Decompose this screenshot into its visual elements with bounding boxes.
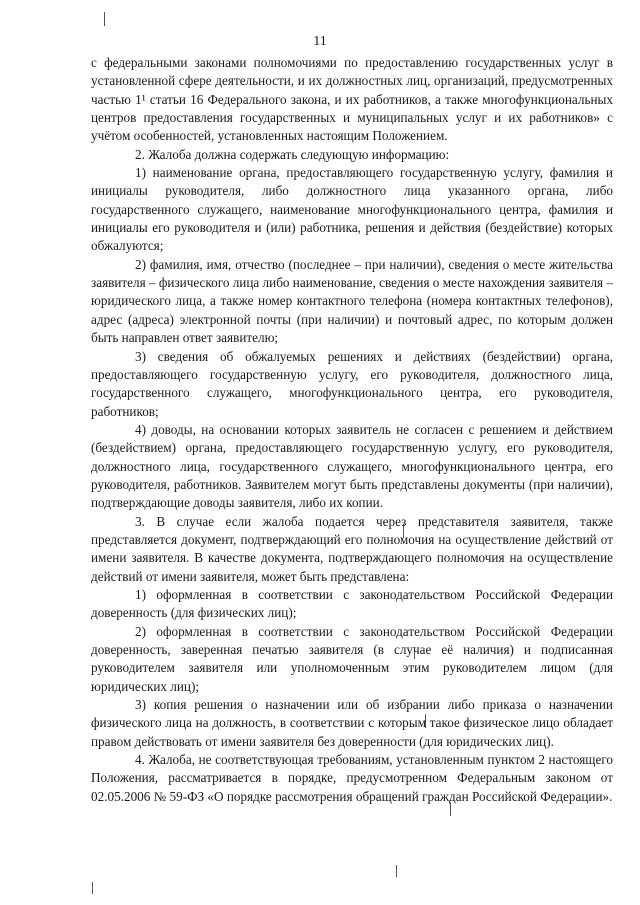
page-number: 11 bbox=[313, 34, 327, 49]
document-body bbox=[91, 54, 613, 806]
paragraph: 3. В случае если жалоба подается через представителя заявителя, также представляется документ, подтверждающий его полномочия на осуществление действий от имени заявителя. В качестве документа, подтверждающего полномочия на осуществление действий от имени заявителя, может быть представлена: bbox=[91, 513, 613, 584]
paragraph: с федеральными законами полномочиями по предоставлению государственных услуг в установленной сфере деятельности, и их должностных лиц, организаций, предусмотренных частью 1¹ статьи 16 Федерального закона, и их работников, а также многофункциональных центров предоставления государственных и муниципальных услуг и их работников» с учётом особенностей, установленных настоящим Положением. bbox=[91, 55, 613, 144]
paragraph: 2. Жалоба должна содержать следующую информацию: bbox=[135, 146, 450, 162]
paragraph: 4. Жалоба, не соответствующая требованиям, установленным пунктом 2 настоящего Положения, рассматривается в порядке, предусмотренном Федеральным законом от 02.05.2006 № 59-ФЗ «О порядке рассмотрения обращений граждан Российской Федерации». bbox=[91, 752, 613, 804]
paragraph: 3) сведения об обжалуемых решениях и действиях (бездействии) органа, предоставляющего государственную услугу, его руководителя, должностного лица, государственного служащего, многофункционального центра, его руководителя, работников; bbox=[91, 348, 613, 419]
paragraph: 2) оформленная в соответствии с законодательством Российской Федерации доверенность, заверенная печатью заявителя (в случае её наличия) и подписанная руководителем заявителя или уполномоченным этим руководителем лицом (для юридических лиц); bbox=[91, 623, 613, 694]
paragraph: 2) фамилия, имя, отчество (последнее – при наличии), сведения о месте жительства заявителя – физического лица либо наименование, сведения о месте нахождения заявителя – юридического лица, а также номер контактного телефона (номера контактных телефонов), адрес (адреса) электронной почты (при наличии) и почтовый адрес, по которым должен быть направлен ответ заявителю; bbox=[91, 256, 613, 346]
scan-mark bbox=[396, 865, 397, 877]
paragraph: 3) копия решения о назначении или об избрании либо приказа о назначении физического лица на должность, в соответствии с которым такое физическое лицо обладает правом действовать от имени заявителя без доверенности (для юридических лиц). bbox=[91, 697, 613, 749]
paragraph: 4) доводы, на основании которых заявитель не согласен с решением и действием (бездействием) органа, предоставляющего государственную услугу, его руководителя, должностного лица, государственного служащего, многофункционального центра, его руководителя, работников. Заявителем могут быть представлены документы (при наличии), подтверждающие доводы заявителя, либо их копии. bbox=[91, 421, 613, 511]
scan-mark bbox=[92, 882, 93, 894]
paragraph: 1) наименование органа, предоставляющего государственную услугу, фамилия и инициалы руководителя, либо должностного лица указанного органа, либо государственного служащего, наименование многофункционального центра, фамилия и инициалы его руководителя и (или) работника, решения и действия (бездействие) которых обжалуются; bbox=[91, 165, 613, 254]
paragraph: 1) оформленная в соответствии с законодательством Российской Федерации доверенность (для физических лиц); bbox=[91, 586, 613, 621]
scan-mark bbox=[104, 12, 105, 26]
